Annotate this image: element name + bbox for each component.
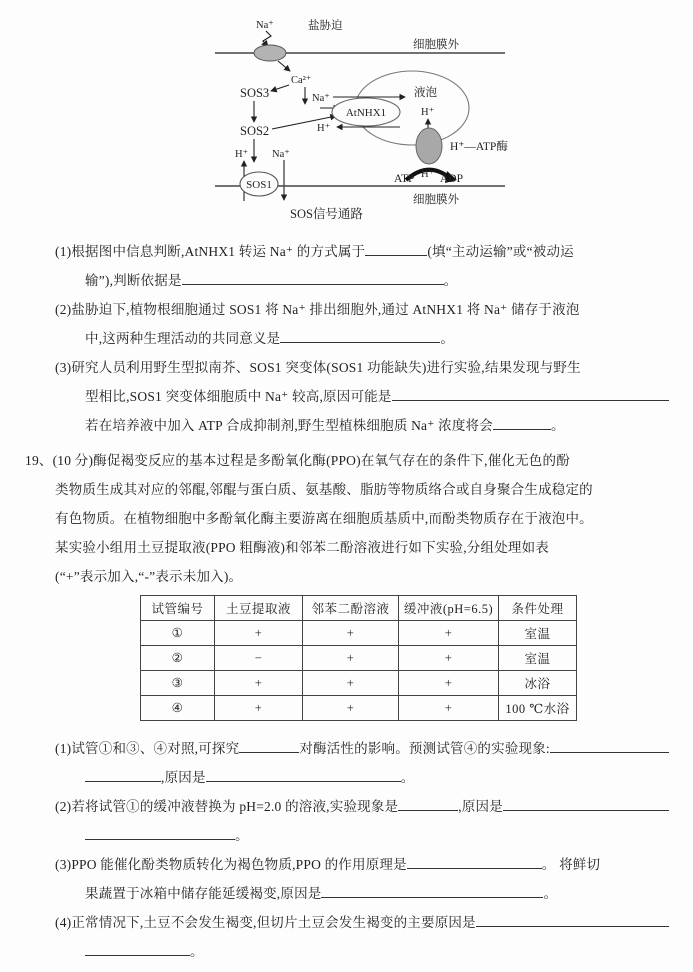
question-line <box>0 411 693 440</box>
pathway-title: SOS信号通路 <box>290 207 363 221</box>
question-text: 中,这两种生理活动的共同意义是 <box>85 331 281 346</box>
question-text: 对酶活性的影响。预测试管④的实验现象: <box>299 741 550 756</box>
table-cell: 冰浴 <box>499 671 577 696</box>
question-text: 。 <box>190 944 204 959</box>
table-cell: 室温 <box>499 646 577 671</box>
question-text: (1)根据图中信息判断,AtNHX1 转运 Na⁺ 的方式属于 <box>55 244 366 259</box>
table-cell: + <box>399 696 499 721</box>
question-text: 。 <box>550 418 565 433</box>
table-header-cell: 邻苯二酚溶液 <box>303 596 399 621</box>
membrane-channel-protein <box>254 45 286 61</box>
question-line <box>0 850 693 879</box>
table-cell: + <box>303 696 399 721</box>
question-text: 有色物质。在植物细胞中多酚氧化酶主要游离在细胞质基质中,而酚类物质存在于液泡中。 <box>55 511 593 526</box>
table-cell: + <box>399 646 499 671</box>
question-line <box>0 295 693 324</box>
table-cell: + <box>215 696 303 721</box>
answer-blank[interactable] <box>365 241 427 256</box>
question-line <box>0 353 693 382</box>
vacuole-label: 液泡 <box>414 87 437 99</box>
sos1-label: SOS1 <box>246 179 272 191</box>
table-cell: 100 ℃水浴 <box>499 696 577 721</box>
membrane-outside-top-label: 细胞膜外 <box>413 39 459 51</box>
question-19-subquestions <box>0 734 693 966</box>
question-line <box>0 821 693 850</box>
question-text: (“+”表示加入,“-”表示未加入)。 <box>55 569 243 584</box>
question-line <box>0 734 693 763</box>
question-text: 类物质生成其对应的邻醌,邻醌与蛋白质、氨基酸、脂肪等物质络合或自身聚合生成稳定的 <box>55 482 593 497</box>
table-cell: + <box>303 671 399 696</box>
question-text: 。 <box>400 770 415 785</box>
question-line <box>0 324 693 353</box>
answer-blank[interactable] <box>476 912 669 927</box>
question-text: (2)若将试管①的缓冲液替换为 pH=2.0 的溶液,实验现象是 <box>55 799 399 814</box>
adp-label: ADP <box>440 173 464 185</box>
h-ion-label-pump: H⁺ <box>421 169 435 180</box>
salt-stress-label: 盐胁迫 <box>308 20 343 32</box>
question-18-block <box>0 237 693 440</box>
question-text: 。 将鲜切 <box>541 857 601 872</box>
question-line <box>0 879 693 908</box>
question-text: 型相比,SOS1 突变体细胞质中 Na⁺ 较高,原因可能是 <box>85 389 392 404</box>
answer-blank[interactable] <box>206 767 401 782</box>
table-cell: ② <box>141 646 215 671</box>
question-text: (3)PPO 能催化酚类物质转化为褐色物质,PPO 的作用原理是 <box>55 857 407 872</box>
ca-to-sos3-arrow <box>271 85 289 91</box>
experiment-table <box>140 595 577 721</box>
atp-label: ATP <box>394 173 415 185</box>
answer-blank[interactable] <box>321 883 543 898</box>
table-header-cell: 试管编号 <box>141 596 215 621</box>
question-text: (2)盐胁迫下,植物根细胞通过 SOS1 将 Na⁺ 排出细胞外,通过 AtNHX1 将 Na⁺ 储存于液泡 <box>55 302 580 317</box>
answer-blank[interactable] <box>407 854 542 869</box>
table-cell: + <box>303 621 399 646</box>
question-text: 某实验小组用土豆提取液(PPO 粗酶液)和邻苯二酚溶液进行如下实验,分组处理如表 <box>55 540 550 555</box>
h-ion-label-sos1: H⁺ <box>235 149 249 160</box>
question-line <box>0 562 693 591</box>
table-header-cell: 缓冲液(pH=6.5) <box>399 596 499 621</box>
question-line <box>0 266 693 295</box>
table-header-row <box>141 596 577 621</box>
question-line <box>0 382 693 411</box>
table-row <box>141 696 577 721</box>
answer-blank[interactable] <box>392 386 669 401</box>
atnhx1-label: AtNHX1 <box>345 107 387 119</box>
h-ion-label-mid: H⁺ <box>317 123 331 134</box>
answer-blank[interactable] <box>398 796 458 811</box>
question-text: (填“主动运输”或“被动运 <box>427 244 574 259</box>
answer-blank[interactable] <box>503 796 669 811</box>
table-row <box>141 621 577 646</box>
question-line <box>0 792 693 821</box>
table-cell: + <box>215 621 303 646</box>
question-line <box>0 504 693 533</box>
table-cell: ④ <box>141 696 215 721</box>
answer-blank[interactable] <box>550 738 669 753</box>
table-cell: + <box>303 646 399 671</box>
sos-pathway-diagram <box>0 0 693 225</box>
channel-to-ca-arrow <box>278 61 290 71</box>
table-cell: + <box>399 621 499 646</box>
h-atpase-pump <box>416 128 442 164</box>
table-header-cell: 条件处理 <box>499 596 577 621</box>
table-header-cell: 土豆提取液 <box>215 596 303 621</box>
answer-blank[interactable] <box>182 270 444 285</box>
sos3-label: SOS3 <box>240 86 270 100</box>
na-ion-label-mid: Na⁺ <box>312 93 330 104</box>
question-line <box>0 763 693 792</box>
table-cell: ③ <box>141 671 215 696</box>
question-text: 输”),判断依据是 <box>85 273 182 288</box>
question-text: 。 <box>235 828 249 843</box>
table-cell: − <box>215 646 303 671</box>
question-text: 。 <box>440 331 455 346</box>
answer-blank[interactable] <box>280 328 440 343</box>
question-text: 。 <box>543 886 558 901</box>
ca-ion-label: Ca²⁺ <box>291 75 312 86</box>
question-text: 。 <box>443 273 458 288</box>
membrane-outside-bottom-label: 细胞膜外 <box>413 194 459 206</box>
question-19-intro <box>0 446 693 591</box>
table-row <box>141 671 577 696</box>
table-row <box>141 646 577 671</box>
question-line <box>0 446 693 475</box>
sos2-label: SOS2 <box>240 124 270 138</box>
table-cell: + <box>399 671 499 696</box>
na-ion-label-sos1: Na⁺ <box>272 149 290 160</box>
question-text: (3)研究人员利用野生型拟南芥、SOS1 突变体(SOS1 功能缺失)进行实验,结果发现与野生 <box>55 360 581 375</box>
h-ion-label-vacuole: H⁺ <box>421 107 435 118</box>
h-atpase-label: H⁺—ATP酶 <box>450 141 508 153</box>
question-text: ,原因是 <box>161 770 206 785</box>
table-cell: ① <box>141 621 215 646</box>
answer-blank[interactable] <box>85 825 235 840</box>
question-text: 19、(10 分)酶促褐变反应的基本过程是多酚氧化酶(PPO)在氧气存在的条件下,催化无色的酚 <box>25 453 570 468</box>
table-cell: 室温 <box>499 621 577 646</box>
na-ion-label-top: Na⁺ <box>256 20 274 31</box>
question-line <box>0 937 693 966</box>
question-line <box>0 475 693 504</box>
question-line <box>0 533 693 562</box>
question-text: (4)正常情况下,土豆不会发生褐变,但切片土豆会发生褐变的主要原因是 <box>55 915 476 930</box>
question-line <box>0 237 693 266</box>
question-line <box>0 908 693 937</box>
answer-blank[interactable] <box>85 941 190 956</box>
question-text: (1)试管①和③、④对照,可探究 <box>55 741 240 756</box>
question-text: 果蔬置于冰箱中储存能延缓褐变,原因是 <box>85 886 322 901</box>
answer-blank[interactable] <box>85 767 161 782</box>
question-text: 若在培养液中加入 ATP 合成抑制剂,野生型植株细胞质 Na⁺ 浓度将会 <box>85 418 493 433</box>
answer-blank[interactable] <box>493 415 551 430</box>
question-text: ,原因是 <box>458 799 503 814</box>
table-cell: + <box>215 671 303 696</box>
answer-blank[interactable] <box>239 738 299 753</box>
